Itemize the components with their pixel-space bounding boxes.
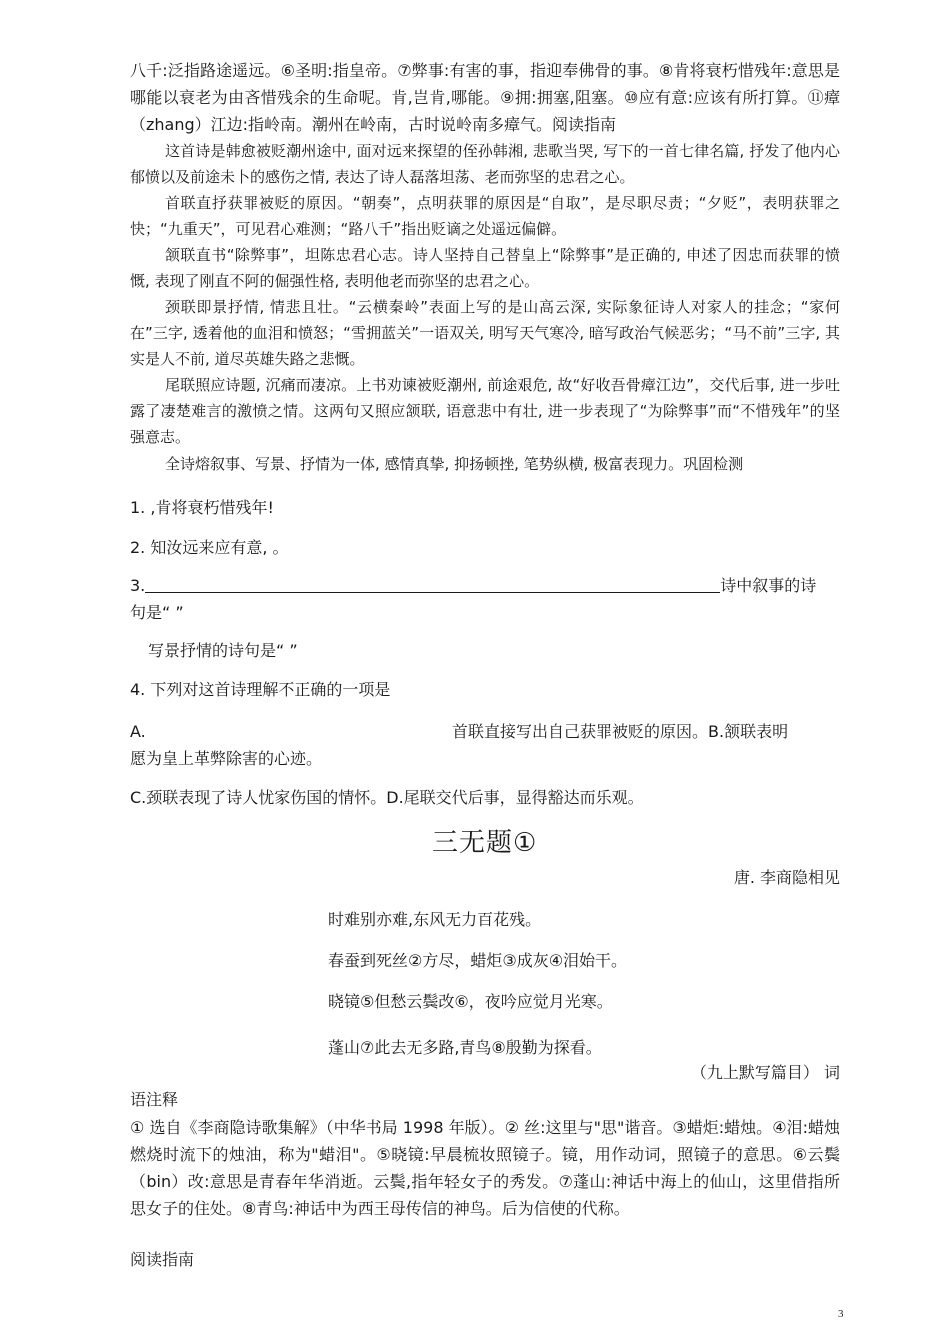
guide-paragraph-last-couplet: 尾联照应诗题, 沉痛而凄凉。上书劝谏被贬潮州, 前途艰危, 故“好收吾骨瘴江边”，交代后事, 进一步吐露了凄楚难言的激愤之情。这两句又照应颔联, 语意悲中有壮, 进一步表现了“为除弊事”而“不惜残年”的坚强意志。 [130, 376, 840, 446]
page-number: 3 [838, 1308, 844, 1320]
guide-paragraph-second-couplet: 颔联直书“除弊事”，坦陈忠君心志。诗人坚持自己替皇上“除弊事”是正确的, 申述了因忠而获罪的愤慨, 表现了刚直不阿的倔强性格, 表明他老而弥坚的忠君之心。 [130, 246, 840, 290]
guide-paragraph-third-couplet: 颈联即景抒情, 情悲且壮。“云横秦岭”表面上写的是山高云深, 实际象征诗人对家人的挂念；“家何在”三字, 透着他的血泪和愤怒；“雪拥蓝关”一语双关, 明写天气寒冷, 暗写政治气候恶劣；“马不前”三字, 其实是人不前, 道尽英雄失路之悲慨。 [130, 298, 840, 368]
question-2: 2. 知汝远来应有意, 。 [130, 538, 289, 557]
question-3-number: 3. [130, 576, 146, 595]
poem-tag-continued: 语注释 [130, 1090, 179, 1109]
poem-tag: （九上默写篇目） 词 [690, 1063, 840, 1082]
question-3-blank [145, 572, 720, 593]
top-notes-paragraph: 八千:泛指路途遥远。⑥圣明:指皇帝。⑦弊事:有害的事，指迎奉佛骨的事。⑧肯将衰朽惜残年:意思是哪能以衰老为由吝惜残余的生命呢。肯,岂肯,哪能。⑨拥:拥塞,阻塞。⑩应有意:应该有所打算。⑪瘴（zhang）江边:指岭南。潮州在岭南，古时说岭南多瘴气。阅读指南 [130, 61, 840, 134]
question-1: 1. ,肯将衰朽惜残年! [130, 498, 274, 517]
question-3-line-3: 写景抒情的诗句是“ ” [148, 641, 298, 660]
poem-line-2: 春蚕到死丝②方尽，蜡炬③成灰④泪始干。 [328, 951, 628, 970]
option-a-text: 首联直接写出自己获罪被贬的原因。B.颔联表明 [452, 722, 789, 741]
option-a-continued: 愿为皇上革弊除害的心迹。 [130, 749, 323, 768]
guide-paragraph-summary: 全诗熔叙事、写景、抒情为一体, 感情真挚, 抑扬顿挫, 笔势纵横, 极富表现力。巩固检测 [165, 455, 744, 473]
question-3-tail: 诗中叙事的诗 [720, 576, 817, 595]
word-notes: ① 选自《李商隐诗歌集解》（中华书局 1998 年版）。② 丝:这里与"思"谐音。③蜡炬:蜡烛。④泪:蜡烛燃烧时流下的烛油，称为"蜡泪"。⑤晓镜:早晨梳妆照镜子。镜，用作动词，照镜子的意思。⑥云鬓（bin）改:意思是青春年华消逝。云鬓,指年轻女子的秀发。⑦蓬山:神话中海上的仙山，这里借指所思女子的住处。⑧青鸟:神话中为西王母传信的神鸟。后为信使的代称。 [130, 1118, 840, 1218]
poem-line-4: 蓬山⑦此去无多路,青鸟⑧殷勤为探看。 [328, 1038, 602, 1057]
option-a-label: A. [130, 722, 146, 741]
reading-guide-heading: 阅读指南 [130, 1250, 195, 1269]
question-4: 4. 下列对这首诗理解不正确的一项是 [130, 680, 391, 699]
guide-paragraph-first-couplet: 首联直抒获罪被贬的原因。“朝奏”，点明获罪的原因是“自取”，是尽职尽责；“夕贬”，表明获罪之快；“九重天”，可见君心难测；“路八千”指出贬谪之处遥远偏僻。 [130, 194, 840, 238]
poem-line-3: 晓镜⑤但愁云鬓改⑥，夜吟应觉月光寒。 [328, 992, 613, 1011]
poem-author: 唐. 李商隐相见 [733, 868, 840, 887]
poem-line-1: 时难别亦难,东风无力百花残。 [328, 910, 542, 929]
option-c-d: C.颈联表现了诗人忧家伤国的情怀。D.尾联交代后事，显得豁达而乐观。 [130, 788, 644, 807]
poem-title: 三无题① [432, 828, 538, 858]
question-3 [130, 572, 840, 599]
question-3-line-2: 句是“ ” [130, 603, 184, 622]
guide-paragraph-intro: 这首诗是韩愈被贬潮州途中, 面对远来探望的侄孙韩湘, 悲歌当哭, 写下的一首七律名篇, 抒发了他内心郁愤以及前途未卜的感伤之情, 表达了诗人磊落坦荡、老而弥坚的忠君之心。 [130, 142, 840, 186]
